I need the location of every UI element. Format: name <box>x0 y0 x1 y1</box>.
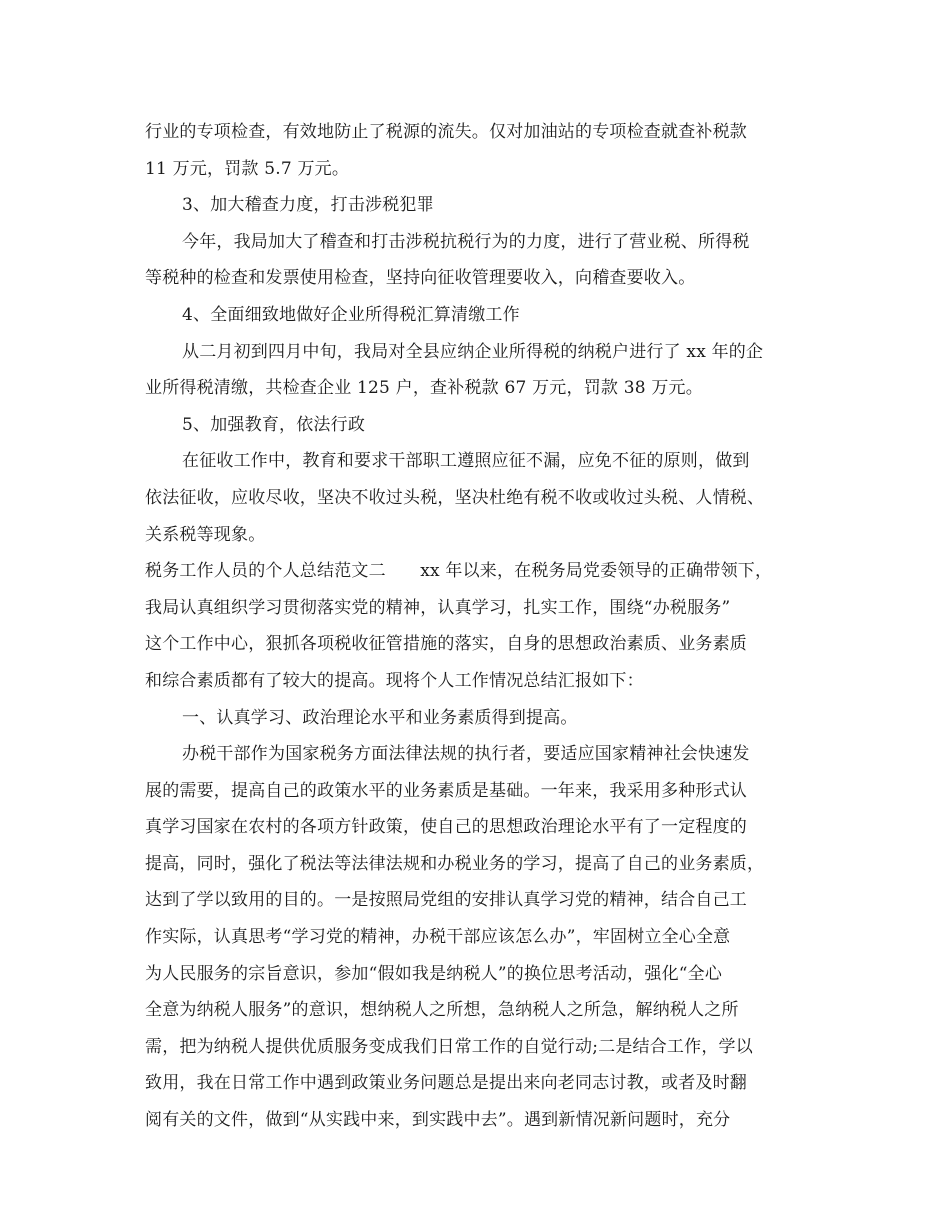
text-line: 提高，同时，强化了税法等法律法规和办税业务的学习，提高了自己的业务素质， <box>145 853 765 874</box>
text-line: 业所得税清缴，共检查企业 125 户，查补税款 67 万元，罚款 38 万元。 <box>145 378 703 399</box>
text-line: 从二月初到四月中旬，我局对全县应纳企业所得税的纳税户进行了 xx 年的企 <box>182 341 764 362</box>
section-heading-1: 一、认真学习、政治理论水平和业务素质得到提高。 <box>182 707 578 728</box>
text-line: 这个工作中心，狠抓各项税收征管措施的落实，自身的思想政治素质、业务素质 <box>145 634 747 655</box>
text-line: 阅有关的文件，做到“从实践中来，到实践中去”。遇到新情况新问题时，充分 <box>145 1110 731 1131</box>
text-line: 达到了学以致用的目的。一是按照局党组的安排认真学习党的精神，结合自己工 <box>145 890 747 911</box>
text-line: 和综合素质都有了较大的提高。现将个人工作情况总结汇报如下： <box>145 670 644 691</box>
text-line: 关系税等现象。 <box>145 524 266 545</box>
text-line: 在征收工作中，教育和要求干部职工遵照应征不漏，应免不征的原则，做到 <box>182 451 750 472</box>
text-line: 作实际，认真思考“学习党的精神，办税干部应该怎么办”，牢固树立全心全意 <box>145 927 731 948</box>
text-line: 致用，我在日常工作中遇到政策业务问题总是提出来向老同志讨教，或者及时翻 <box>145 1073 747 1094</box>
text-line: 行业的专项检查，有效地防止了税源的流失。仅对加油站的专项检查就查补税款 <box>145 122 747 142</box>
section-heading-5: 5、加强教育，依法行政 <box>182 414 366 435</box>
text-line: 为人民服务的宗旨意识，参加“假如我是纳税人”的换位思考活动，强化“全心 <box>145 963 723 984</box>
text-line: 需，把为纳税人提供优质服务变成我们日常工作的自觉行动;二是结合工作，学以 <box>145 1036 753 1057</box>
text-line: 展的需要，提高自己的政策水平的业务素质是基础。一年来，我采用多种形式认 <box>145 780 747 801</box>
text-line: 依法征收，应收尽收，坚决不收过头税，坚决杜绝有税不收或收过头税、人情税、 <box>145 487 765 508</box>
text-line: 我局认真组织学习贯彻落实党的精神，认真学习，扎实工作，围绕“办税服务” <box>145 597 731 618</box>
section-heading-3: 3、加大稽查力度，打击涉税犯罪 <box>182 195 434 216</box>
text-line: 全意为纳税人服务”的意识，想纳税人之所想，急纳税人之所急，解纳税人之所 <box>145 1000 739 1021</box>
text-line: 真学习国家在农村的各项方针政策，使自己的思想政治理论水平有了一定程度的 <box>145 817 747 838</box>
text-line: 等税种的检查和发票使用检查，坚持向征收管理要收入，向稽查要收入。 <box>145 268 696 289</box>
section-heading-4: 4、全面细致地做好企业所得税汇算清缴工作 <box>182 304 520 325</box>
article-title-line: 税务工作人员的个人总结范文二 xx 年以来，在税务局党委领导的正确带领下， <box>145 561 773 582</box>
text-line: 今年，我局加大了稽查和打击涉税抗税行为的力度，进行了营业税、所得税 <box>182 231 750 252</box>
text-line: 办税干部作为国家税务方面法律法规的执行者，要适应国家精神社会快速发 <box>182 744 750 765</box>
text-line: 11 万元，罚款 5.7 万元。 <box>145 158 350 179</box>
document-page <box>145 114 805 1139</box>
